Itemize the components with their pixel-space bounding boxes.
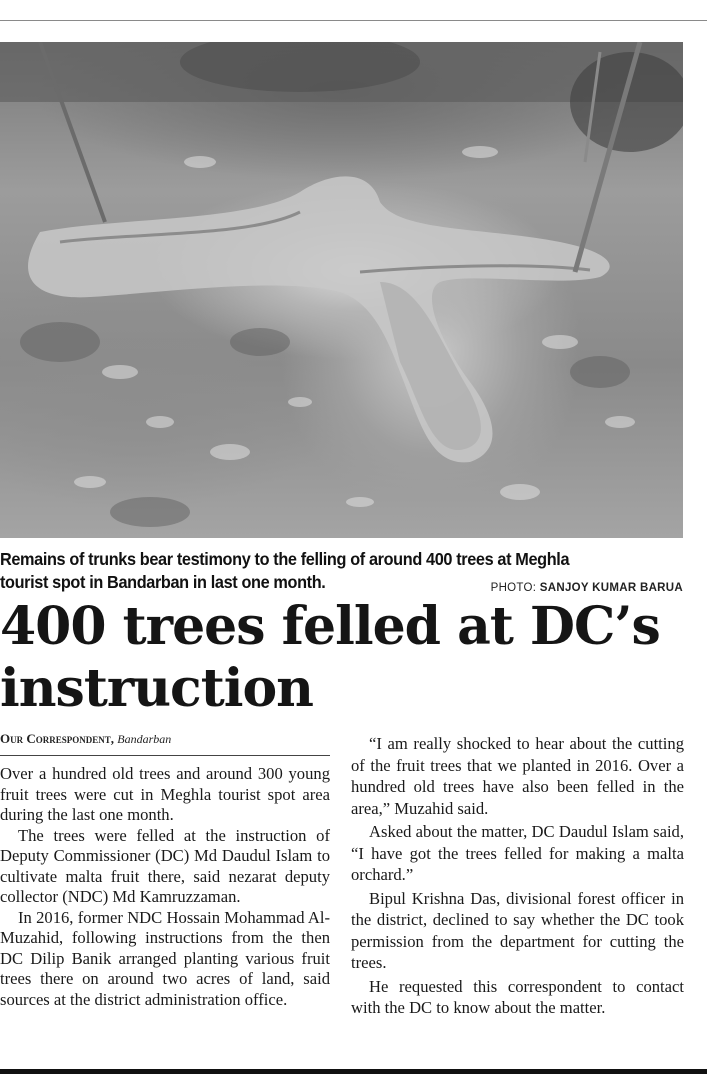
photo-credit-name: SANJOY KUMAR BARUA (539, 582, 683, 594)
paragraph: The trees were felled at the instruction of Deputy Commissioner (DC) Md Daudul Islam to cultivate malta fruit there, said nezarat deputy collector (NDC) Md Kamruzzaman. (0, 825, 330, 906)
byline-author: Our Correspondent, (0, 731, 115, 746)
photo-credit (491, 582, 683, 594)
paragraph: He requested this correspondent to contact with the DC to know about the matter. (351, 976, 684, 1017)
article-column-right (351, 733, 684, 1021)
top-rule (0, 20, 707, 21)
byline-rule (0, 755, 330, 756)
bottom-rule (0, 1069, 707, 1074)
paragraph: In 2016, former NDC Hossain Mohammad Al-Muzahid, following instructions from the then DC Dilip Banik arranged planting various fruit trees there on around two acres of land, said sources at the district administration office. (0, 907, 330, 1009)
paragraph: “I am really shocked to hear about the cutting of the fruit trees that we planted in 2016. Over a hundred old trees have also been felled in the area,” Muzahid said. (351, 734, 684, 818)
paragraph: Over a hundred old trees and around 300 young fruit trees were cut in Meghla tourist spot area during the last one month. (0, 764, 330, 824)
photo-caption: Remains of trunks bear testimony to the felling of around 400 trees at Meghla tourist spot in Bandarban in last one month. (0, 549, 570, 592)
news-photo (0, 42, 683, 538)
tree-stumps-photo-illustration (0, 42, 683, 538)
byline-location: Bandarban (117, 732, 172, 746)
article-column-left (0, 764, 330, 1010)
photo-credit-prefix: PHOTO: (490, 582, 540, 594)
paragraph: Bipul Krishna Das, divisional forest officer in the district, declined to say whether the DC took permission from the department for cutting the trees. (351, 888, 684, 972)
byline (0, 731, 171, 747)
paragraph: Asked about the matter, DC Daudul Islam said, “I have got the trees felled for making a malta orchard.” (351, 822, 684, 884)
headline: 400 trees felled at DC’s instruction (0, 596, 660, 719)
